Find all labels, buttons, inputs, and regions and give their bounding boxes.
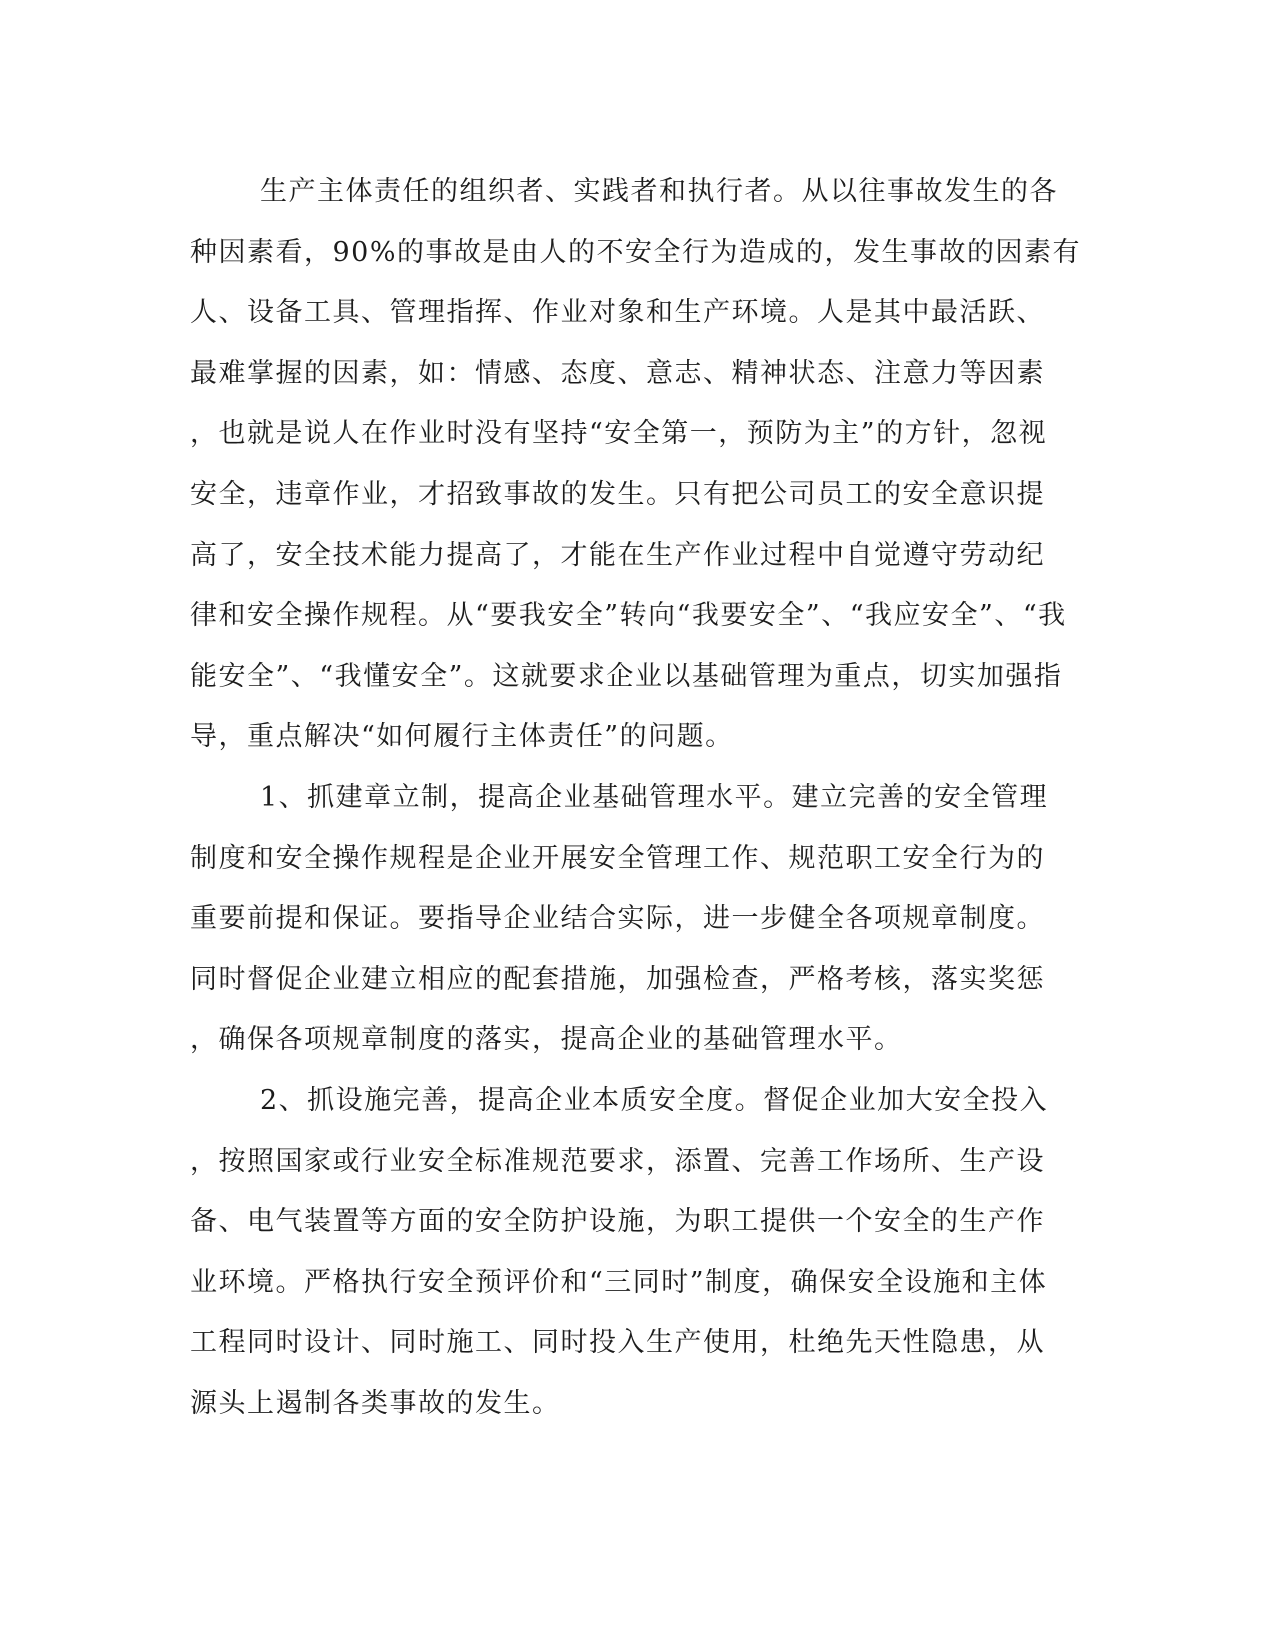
- text-line: 1、抓建章立制，提高企业基础管理水平。建立完善的安全管理: [260, 781, 1049, 813]
- text-line: 备、电气装置等方面的安全防护设施，为职工提供一个安全的生产作: [190, 1206, 1045, 1238]
- text-line: 律和安全操作规程。从“要我安全”转向“我要安全”、“我应安全”、“我: [190, 600, 1067, 632]
- text-line: 安全，违章作业，才招致事故的发生。只有把公司员工的安全意识提: [190, 478, 1045, 510]
- text-line: 导，重点解决“如何履行主体责任”的问题。: [190, 721, 734, 753]
- text-line: 人、设备工具、管理指挥、作业对象和生产环境。人是其中最活跃、: [190, 297, 1045, 329]
- text-line: 最难掌握的因素，如：情感、态度、意志、精神状态、注意力等因素: [190, 357, 1045, 389]
- text-line: 能安全”、“我懂安全”。这就要求企业以基础管理为重点，切实加强指: [190, 660, 1063, 692]
- body-text: [190, 162, 1082, 1434]
- text-line: 高了，安全技术能力提高了，才能在生产作业过程中自觉遵守劳动纪: [190, 539, 1045, 571]
- text-line: ，按照国家或行业安全标准规范要求，添置、完善工作场所、生产设: [190, 1145, 1045, 1177]
- text-line: 制度和安全操作规程是企业开展安全管理工作、规范职工安全行为的: [190, 842, 1045, 874]
- text-line: 重要前提和保证。要指导企业结合实际，进一步健全各项规章制度。: [190, 903, 1045, 935]
- text-line: 源头上遏制各类事故的发生。: [190, 1387, 561, 1419]
- text-line: 种因素看，90%的事故是由人的不安全行为造成的，发生事故的因素有: [190, 236, 1082, 268]
- text-line: 2、抓设施完善，提高企业本质安全度。督促企业加大安全投入: [260, 1084, 1049, 1116]
- text-line: 生产主体责任的组织者、实践者和执行者。从以往事故发生的各: [260, 176, 1058, 207]
- text-line: ，也就是说人在作业时没有坚持“安全第一，预防为主”的方针，忽视: [190, 418, 1048, 450]
- text-line: ，确保各项规章制度的落实，提高企业的基础管理水平。: [190, 1024, 903, 1056]
- text-line: 业环境。严格执行安全预评价和“三同时”制度，确保安全设施和主体: [190, 1266, 1048, 1298]
- text-line: 同时督促企业建立相应的配套措施，加强检查，严格考核，落实奖惩: [190, 963, 1045, 995]
- text-line: 工程同时设计、同时施工、同时投入生产使用，杜绝先天性隐患，从: [190, 1327, 1045, 1359]
